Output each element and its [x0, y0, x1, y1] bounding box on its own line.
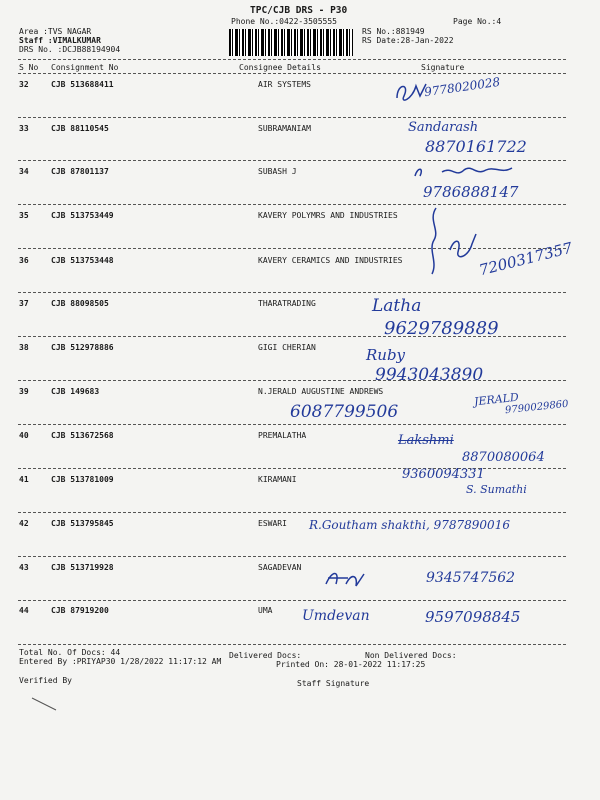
row-sno: 40 [19, 431, 29, 440]
row-consignment: CJB 512978886 [51, 343, 114, 352]
divider [18, 380, 566, 381]
staff-label: Staff :VIMALKUMAR [19, 36, 101, 45]
handwritten-phone: 9790029860 [504, 398, 570, 417]
row-consignment: CJB 513672568 [51, 431, 114, 440]
row-sno: 32 [19, 80, 29, 89]
handwritten-phone: 8870080064 [462, 450, 545, 465]
row-sno: 44 [19, 606, 29, 615]
rs-date: RS Date:28-Jan-2022 [362, 36, 454, 45]
row-consignee: SUBRAMANIAM [258, 124, 311, 133]
printed-on: Printed On: 28-01-2022 11:17:25 [276, 660, 426, 669]
row-sno: 43 [19, 563, 29, 572]
handwritten-phone: 8870161722 [425, 137, 527, 156]
row-consignee: KAVERY CERAMICS AND INDUSTRIES [258, 256, 403, 265]
handwritten-name: S. Sumathi [466, 483, 527, 496]
row-consignment: CJB 88098505 [51, 299, 109, 308]
rs-number: RS No.:881949 [362, 27, 425, 36]
row-consignee: ESWARI [258, 519, 287, 528]
area-label: Area :TVS NAGAR [19, 27, 92, 36]
handwritten-phone: 9943043890 [375, 365, 484, 385]
row-sno: 36 [19, 256, 29, 265]
handwritten-phone: 9360094331 [402, 467, 485, 482]
row-consignment: CJB 513795845 [51, 519, 114, 528]
phone-number: Phone No.:0422-3505555 [231, 17, 337, 26]
row-consignment: CJB 88110545 [51, 124, 109, 133]
row-sno: 33 [19, 124, 29, 133]
divider [18, 644, 566, 645]
divider [18, 600, 566, 601]
row-consignment: CJB 513753448 [51, 256, 114, 265]
row-consignee: N.JERALD AUGUSTINE ANDREWS [258, 387, 384, 396]
row-consignment: CJB 87919200 [51, 606, 109, 615]
handwritten-phone: 9778020028 [423, 74, 501, 100]
delivered-docs: Delivered Docs: [229, 651, 302, 660]
pen-mark [30, 694, 60, 714]
handwritten-phone: 9345747562 [426, 570, 516, 586]
divider [18, 117, 566, 118]
row-consignment: CJB 87801137 [51, 167, 109, 176]
staff-signature: Staff Signature [297, 679, 370, 688]
divider [18, 512, 566, 513]
row-consignee: AIR SYSTEMS [258, 80, 311, 89]
row-sno: 34 [19, 167, 29, 176]
row-consignee: SAGADEVAN [258, 563, 302, 572]
row-sno: 41 [19, 475, 29, 484]
divider [18, 292, 566, 293]
row-consignee: THARATRADING [258, 299, 316, 308]
row-consignee: UMA [258, 606, 273, 615]
row-sno: 37 [19, 299, 29, 308]
row-consignment: CJB 513781009 [51, 475, 114, 484]
row-consignee: GIGI CHERIAN [258, 343, 316, 352]
total-docs: Total No. Of Docs: 44 [19, 648, 121, 657]
row-consignment: CJB 513719928 [51, 563, 114, 572]
col-signature: Signature [421, 63, 465, 72]
handwritten-phone: 9786888147 [423, 183, 519, 201]
row-sno: 38 [19, 343, 29, 352]
handwritten-name: JERALD [473, 390, 520, 409]
divider [18, 424, 566, 425]
handwritten-name: Sandarash [408, 120, 479, 135]
divider [18, 160, 566, 161]
handwritten-name: Latha [372, 296, 422, 316]
non-delivered-docs: Non Delivered Docs: [365, 651, 457, 660]
col-consignment: Consignment No [51, 63, 119, 72]
handwritten-phone: 9597098845 [425, 608, 521, 626]
page-number: Page No.:4 [453, 17, 502, 26]
divider [18, 59, 566, 60]
entered-by: Entered By :PRIYAP30 1/28/2022 11:17:12 AM [19, 657, 222, 666]
row-consignment: CJB 513753449 [51, 211, 114, 220]
handwritten-phone: 6087799506 [290, 402, 399, 422]
col-sno: S No [19, 63, 39, 72]
row-consignment: CJB 149683 [51, 387, 100, 396]
row-consignee: KIRAMANI [258, 475, 297, 484]
col-consignee: Consignee Details [239, 63, 321, 72]
row-sno: 42 [19, 519, 29, 528]
handwritten-signature: R.Goutham shakthi, 9787890016 [309, 518, 510, 532]
document-title: TPC/CJB DRS - P30 [250, 5, 348, 16]
barcode [229, 29, 353, 56]
handwritten-name: Ruby [366, 346, 406, 364]
row-sno: 35 [19, 211, 29, 220]
handwritten-name: Lakshmi [398, 433, 454, 448]
divider [18, 556, 566, 557]
handwritten-phone: 7200317357 [477, 238, 575, 280]
row-sno: 39 [19, 387, 29, 396]
row-consignee: KAVERY POLYMRS AND INDUSTRIES [258, 211, 398, 220]
signature-scribble [412, 162, 522, 182]
handwritten-phone: 9629789889 [384, 318, 499, 339]
drs-number: DRS No. :DCJB88194904 [19, 45, 121, 54]
signature-scribble [322, 566, 372, 592]
row-consignee: SUBASH J [258, 167, 297, 176]
verified-by: Verified By [19, 676, 72, 685]
handwritten-name: Umdevan [302, 608, 370, 624]
row-consignment: CJB 513688411 [51, 80, 114, 89]
row-consignee: PREMALATHA [258, 431, 307, 440]
divider [18, 73, 566, 74]
